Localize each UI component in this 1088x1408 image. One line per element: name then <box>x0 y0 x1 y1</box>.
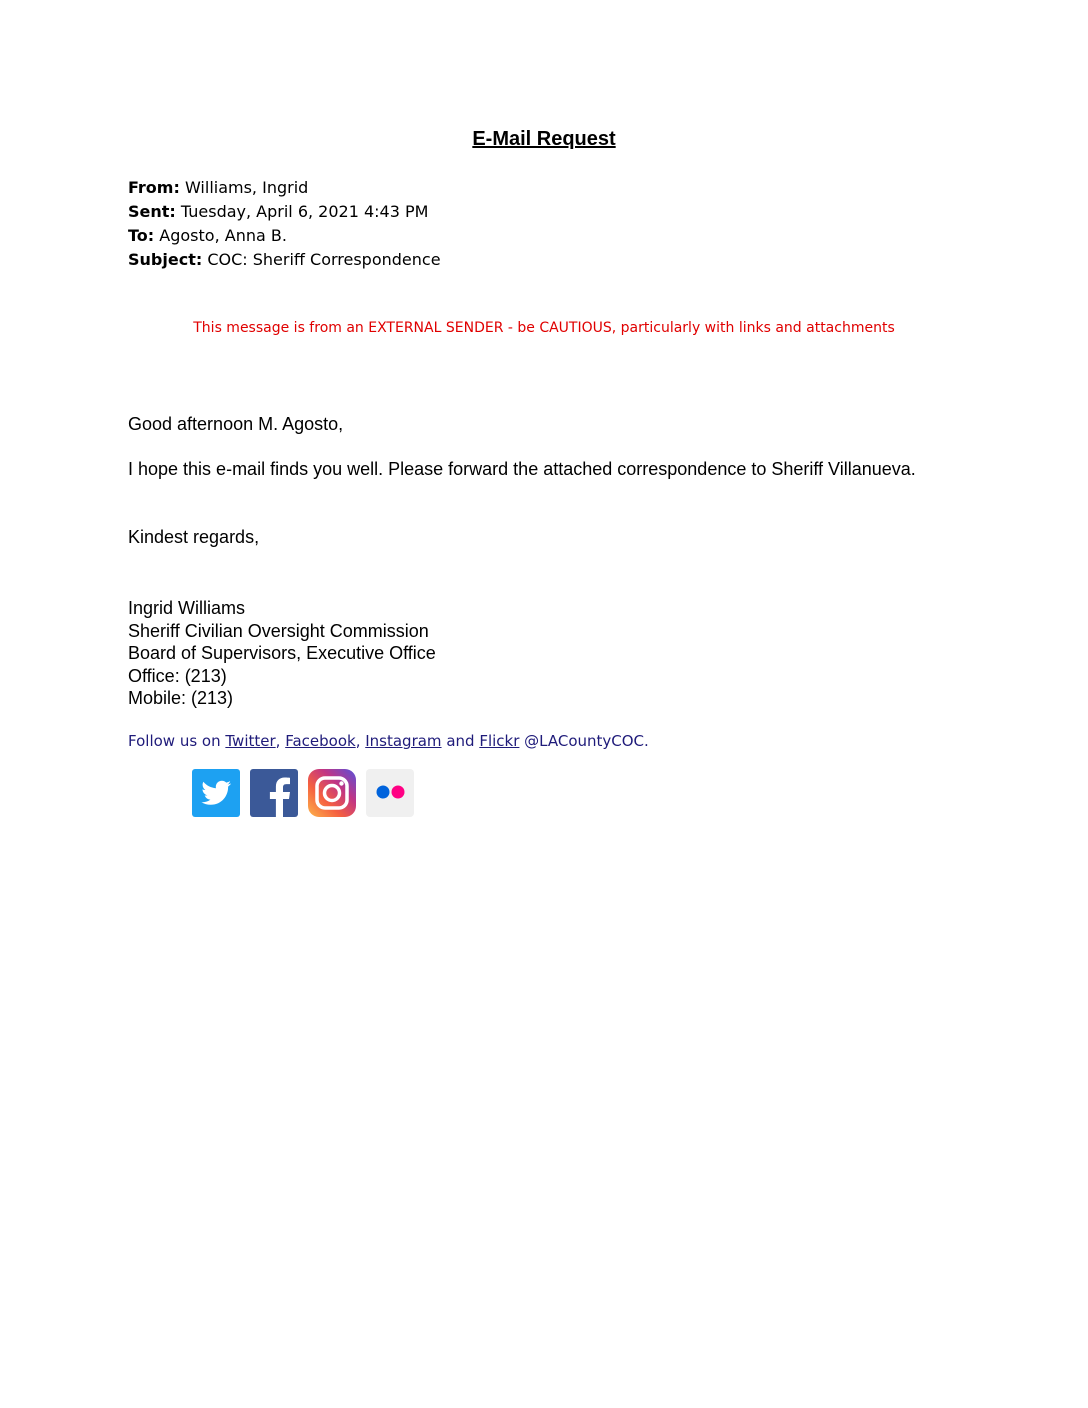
external-sender-warning: This message is from an EXTERNAL SENDER - be CAUTIOUS, particularly with links and attachments <box>193 320 895 336</box>
signature-office: Board of Supervisors, Executive Office <box>128 643 436 663</box>
subject-line <box>128 248 441 272</box>
flickr-link[interactable]: Flickr <box>479 732 520 750</box>
page-title: E-Mail Request <box>472 128 616 150</box>
follow-sep-2: , <box>355 732 366 750</box>
subject-label: Subject: <box>128 250 203 269</box>
greeting: Good afternoon M. Agosto, <box>128 414 344 434</box>
subject-value: COC: Sheriff Correspondence <box>207 250 441 269</box>
to-label: To: <box>128 226 155 245</box>
follow-suffix: @LACountyCOC. <box>519 732 649 750</box>
closing: Kindest regards, <box>128 527 260 547</box>
social-icons <box>191 768 415 818</box>
from-line <box>128 176 441 200</box>
signature-block <box>128 597 436 710</box>
signature-office-phone: Office: (213) <box>128 665 227 686</box>
flickr-icon[interactable] <box>365 768 415 818</box>
signature-mobile-phone: Mobile: (213) <box>128 688 234 708</box>
to-value: Agosto, Anna B. <box>159 226 287 245</box>
instagram-icon[interactable] <box>307 768 357 818</box>
to-line <box>128 224 441 248</box>
from-label: From: <box>128 178 180 197</box>
signature-org: Sheriff Civilian Oversight Commission <box>128 620 429 641</box>
follow-sep-3: and <box>441 732 480 750</box>
twitter-link[interactable]: Twitter <box>225 732 276 750</box>
sent-label: Sent: <box>128 202 176 221</box>
facebook-icon[interactable] <box>249 768 299 818</box>
twitter-icon[interactable] <box>191 768 241 818</box>
follow-us-line <box>128 732 649 750</box>
follow-prefix: Follow us on <box>128 732 226 750</box>
signature-name: Ingrid Williams <box>128 598 246 618</box>
facebook-link[interactable]: Facebook <box>285 732 356 750</box>
sent-value: Tuesday, April 6, 2021 4:43 PM <box>180 202 429 221</box>
instagram-link[interactable]: Instagram <box>365 732 442 750</box>
sent-line <box>128 200 441 224</box>
from-value: Williams, Ingrid <box>184 178 309 197</box>
message-body: I hope this e-mail finds you well. Please forward the attached correspondence to Sheriff Villanueva. <box>128 459 916 479</box>
follow-sep-1: , <box>275 732 286 750</box>
email-header <box>128 176 441 272</box>
